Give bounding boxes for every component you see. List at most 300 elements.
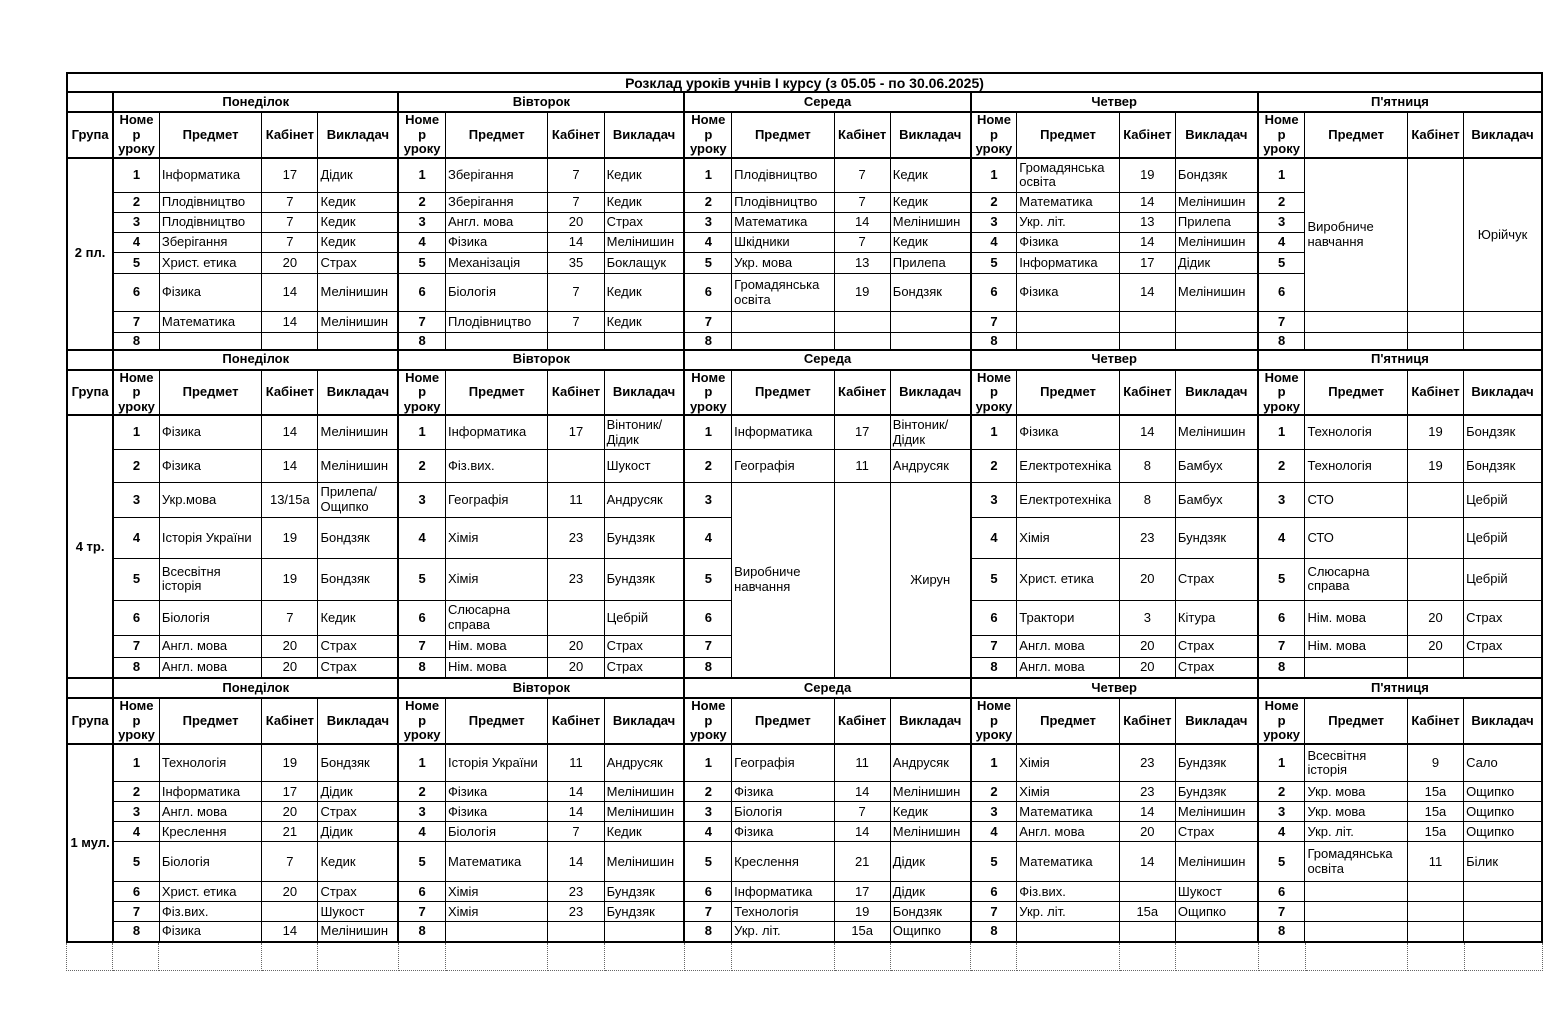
print-break-cell	[890, 943, 970, 971]
subject-header: Предмет	[1305, 370, 1407, 416]
corner-cell	[67, 678, 113, 698]
subject-cell: Інформатика	[159, 158, 261, 193]
subject-cell: Біологія	[159, 842, 261, 882]
teacher-cell	[1175, 333, 1257, 350]
lesson-row	[67, 922, 1542, 942]
subject-cell: Фізика	[159, 415, 261, 449]
lesson-number: 2	[684, 449, 731, 482]
subject-cell: Хімія	[445, 882, 547, 902]
subject-cell: Географія	[732, 744, 834, 782]
cabinet-cell: 14	[1119, 274, 1175, 312]
subject-cell: Англ. мова	[1017, 822, 1119, 842]
cabinet-cell: 14	[548, 233, 604, 253]
day-header-row	[67, 678, 1542, 698]
teacher-header: Викладач	[890, 112, 970, 158]
lesson-number: 8	[971, 333, 1017, 350]
day-header: Понеділок	[113, 350, 398, 370]
teacher-cell: Бундзяк	[1175, 744, 1257, 782]
subject-cell: Інформатика	[1017, 253, 1119, 274]
lesson-number: 6	[971, 600, 1017, 635]
subject-cell: Хімія	[1017, 782, 1119, 802]
cabinet-cell: 15а	[1407, 802, 1463, 822]
subject-cell: Технологія	[732, 902, 834, 922]
teacher-header: Викладач	[604, 698, 684, 744]
day-header: Четвер	[971, 350, 1258, 370]
lesson-number: 4	[398, 233, 445, 253]
schedule-table-group-2	[66, 349, 1543, 680]
subject-cell: Плодівництво	[732, 193, 834, 213]
lesson-row	[67, 158, 1542, 193]
teacher-cell: Жирун	[890, 482, 970, 678]
subject-cell: Фізика	[732, 822, 834, 842]
cabinet-cell	[1407, 922, 1463, 942]
lesson-number: 8	[1258, 657, 1305, 678]
teacher-cell	[318, 333, 398, 350]
subject-cell: Електротехніка	[1017, 449, 1119, 482]
lesson-number-header: Номер уроку	[684, 370, 731, 416]
teacher-cell: Вінтоник/ Дідик	[890, 415, 970, 449]
cabinet-cell	[1407, 312, 1463, 333]
teacher-cell: Дідик	[318, 822, 398, 842]
cabinet-cell	[1407, 482, 1463, 517]
subject-cell: СТО	[1305, 482, 1407, 517]
teacher-cell	[1175, 922, 1257, 942]
teacher-cell: Страх	[604, 213, 684, 233]
subject-cell	[445, 333, 547, 350]
group-column-header: Група	[67, 698, 113, 744]
subject-cell: Христ. етика	[159, 882, 261, 902]
teacher-cell: Цебрій	[1464, 482, 1542, 517]
subject-header: Предмет	[732, 698, 834, 744]
teacher-header: Викладач	[318, 112, 398, 158]
subject-cell: Англ. мова	[445, 213, 547, 233]
teacher-cell: Кедик	[890, 802, 970, 822]
subject-cell: Громадянська освіта	[732, 274, 834, 312]
lesson-number: 2	[684, 193, 731, 213]
subject-cell: Нім. мова	[445, 635, 547, 657]
cabinet-cell: 20	[262, 635, 318, 657]
cabinet-cell	[548, 922, 604, 942]
cabinet-cell: 20	[262, 802, 318, 822]
subject-cell: Плодівництво	[159, 213, 261, 233]
subject-cell	[1017, 312, 1119, 333]
day-header: Вівторок	[398, 350, 684, 370]
cabinet-header: Кабінет	[1407, 698, 1463, 744]
teacher-cell: Мелінишин	[1175, 233, 1257, 253]
print-break-cell	[261, 943, 317, 971]
teacher-cell: Кітура	[1175, 600, 1257, 635]
teacher-header: Викладач	[604, 112, 684, 158]
cabinet-cell	[1407, 333, 1463, 350]
cabinet-cell	[834, 333, 890, 350]
subject-cell: Біологія	[445, 274, 547, 312]
cabinet-header: Кабінет	[548, 370, 604, 416]
lesson-number: 6	[1258, 274, 1305, 312]
cabinet-cell: 19	[262, 558, 318, 600]
cabinet-cell: 11	[1407, 842, 1463, 882]
lesson-number: 3	[971, 482, 1017, 517]
teacher-cell: Бундзяк	[604, 902, 684, 922]
lesson-row	[67, 902, 1542, 922]
subject-cell: Математика	[445, 842, 547, 882]
subject-cell: Плодівництво	[445, 312, 547, 333]
subject-cell: Фізика	[159, 922, 261, 942]
lesson-number: 4	[1258, 233, 1305, 253]
subject-cell: Технологія	[1305, 449, 1407, 482]
lesson-number: 1	[398, 744, 445, 782]
teacher-cell	[604, 922, 684, 942]
subject-header: Предмет	[1305, 112, 1407, 158]
subject-cell: Англ. мова	[159, 802, 261, 822]
teacher-cell: Дідик	[1175, 253, 1257, 274]
cabinet-cell	[548, 600, 604, 635]
subject-cell: Плодівництво	[159, 193, 261, 213]
cabinet-cell: 20	[262, 882, 318, 902]
cabinet-cell	[262, 333, 318, 350]
teacher-cell: Мелінишин	[604, 233, 684, 253]
teacher-header: Викладач	[318, 698, 398, 744]
cabinet-cell: 7	[834, 233, 890, 253]
subject-cell: Фізика	[1017, 415, 1119, 449]
lesson-number: 1	[113, 158, 159, 193]
teacher-cell: Сало	[1464, 744, 1542, 782]
subject-cell: Громадянська освіта	[1305, 842, 1407, 882]
subject-cell	[1305, 333, 1407, 350]
teacher-cell: Страх	[318, 253, 398, 274]
teacher-cell: Цебрій	[1464, 517, 1542, 558]
day-header: Середа	[684, 92, 970, 112]
lesson-number: 3	[684, 482, 731, 517]
group-label: 1 мул.	[67, 744, 113, 942]
teacher-cell: Дідик	[890, 882, 970, 902]
teacher-cell: Кедик	[318, 233, 398, 253]
subject-cell: Англ. мова	[1017, 657, 1119, 678]
cabinet-cell: 14	[548, 842, 604, 882]
subject-cell	[1305, 312, 1407, 333]
cabinet-cell: 13/15а	[262, 482, 318, 517]
lesson-number: 4	[684, 822, 731, 842]
teacher-cell: Бондзяк	[890, 902, 970, 922]
lesson-number: 7	[398, 635, 445, 657]
lesson-number: 4	[684, 233, 731, 253]
teacher-cell: Прилепа	[890, 253, 970, 274]
lesson-number: 1	[1258, 415, 1305, 449]
print-break-cell	[834, 943, 890, 971]
lesson-number: 1	[684, 744, 731, 782]
cabinet-cell: 23	[548, 902, 604, 922]
lesson-number: 8	[113, 922, 159, 942]
lesson-number: 7	[113, 902, 159, 922]
corner-cell	[67, 92, 113, 112]
lesson-number: 2	[1258, 449, 1305, 482]
cabinet-cell: 15а	[834, 922, 890, 942]
lesson-number-header: Номер уроку	[971, 370, 1017, 416]
cabinet-cell	[834, 482, 890, 678]
cabinet-header: Кабінет	[262, 698, 318, 744]
lesson-number: 2	[113, 193, 159, 213]
column-header-row	[67, 370, 1542, 416]
lesson-number: 5	[1258, 842, 1305, 882]
lesson-number: 2	[113, 449, 159, 482]
lesson-number: 8	[398, 657, 445, 678]
cabinet-cell: 7	[548, 274, 604, 312]
cabinet-cell: 7	[548, 193, 604, 213]
lesson-number: 7	[1258, 312, 1305, 333]
day-header: Четвер	[971, 92, 1258, 112]
subject-cell: Громадянська освіта	[1017, 158, 1119, 193]
subject-cell: Історія України	[159, 517, 261, 558]
cabinet-cell: 20	[1119, 558, 1175, 600]
lesson-number: 8	[398, 922, 445, 942]
teacher-cell: Прилепа	[1175, 213, 1257, 233]
cabinet-cell: 7	[262, 600, 318, 635]
teacher-cell	[1464, 333, 1542, 350]
lesson-number: 7	[971, 312, 1017, 333]
cabinet-cell: 20	[1119, 635, 1175, 657]
teacher-cell: Бондзяк	[318, 517, 398, 558]
subject-cell: Слюсарна справа	[1305, 558, 1407, 600]
schedule-title: Розклад уроків учнів І курсу (з 05.05 - по 30.06.2025)	[66, 72, 1543, 93]
subject-cell	[1017, 922, 1119, 942]
subject-cell: Шкідники	[732, 233, 834, 253]
lesson-number: 3	[398, 802, 445, 822]
cabinet-cell: 23	[1119, 744, 1175, 782]
lesson-number: 4	[398, 517, 445, 558]
day-header: Середа	[684, 350, 970, 370]
print-break-cells	[67, 943, 1543, 971]
subject-cell: Хімія	[445, 558, 547, 600]
teacher-header: Викладач	[1464, 370, 1542, 416]
lesson-number: 3	[398, 482, 445, 517]
cabinet-cell: 13	[1119, 213, 1175, 233]
teacher-cell: Страх	[1175, 558, 1257, 600]
teacher-header: Викладач	[318, 370, 398, 416]
lesson-number: 5	[113, 253, 159, 274]
teacher-cell: Мелінишин	[604, 802, 684, 822]
subject-cell: Англ. мова	[159, 657, 261, 678]
lesson-number: 3	[971, 213, 1017, 233]
cabinet-cell	[1407, 517, 1463, 558]
lesson-number: 5	[684, 253, 731, 274]
teacher-cell: Шукост	[318, 902, 398, 922]
lesson-number: 2	[398, 449, 445, 482]
teacher-cell: Бундзяк	[604, 558, 684, 600]
subject-cell: Інформатика	[732, 415, 834, 449]
subject-cell: Хімія	[445, 902, 547, 922]
subject-cell: Нім. мова	[445, 657, 547, 678]
subject-cell: Зберігання	[159, 233, 261, 253]
cabinet-cell: 13	[834, 253, 890, 274]
cabinet-cell: 19	[262, 744, 318, 782]
subject-cell: Креслення	[159, 822, 261, 842]
lesson-row	[67, 744, 1542, 782]
teacher-cell: Цебрій	[1464, 558, 1542, 600]
lesson-number: 6	[113, 882, 159, 902]
lesson-number: 2	[971, 782, 1017, 802]
cabinet-cell: 7	[548, 312, 604, 333]
group-label: 2 пл.	[67, 158, 113, 350]
print-break-cell	[1017, 943, 1119, 971]
lesson-number: 7	[684, 902, 731, 922]
lesson-number: 8	[1258, 922, 1305, 942]
group-column-header: Група	[67, 370, 113, 416]
subject-cell: Всесвітня історія	[159, 558, 261, 600]
lesson-number: 3	[684, 802, 731, 822]
lesson-row	[67, 822, 1542, 842]
cabinet-cell: 7	[262, 842, 318, 882]
subject-cell: Фізика	[445, 802, 547, 822]
print-break-row	[66, 943, 1543, 971]
subject-cell: Всесвітня історія	[1305, 744, 1407, 782]
lesson-number: 4	[971, 233, 1017, 253]
day-header: Понеділок	[113, 92, 398, 112]
lesson-row	[67, 482, 1542, 517]
teacher-cell: Дідик	[318, 158, 398, 193]
teacher-cell: Ощипко	[890, 922, 970, 942]
subject-cell: Електротехніка	[1017, 482, 1119, 517]
cabinet-cell: 11	[548, 482, 604, 517]
cabinet-header: Кабінет	[548, 112, 604, 158]
subject-header: Предмет	[445, 698, 547, 744]
teacher-cell: Страх	[318, 802, 398, 822]
cabinet-cell	[1407, 902, 1463, 922]
cabinet-cell	[1407, 882, 1463, 902]
lesson-row	[67, 449, 1542, 482]
lesson-number: 3	[113, 482, 159, 517]
day-header: Вівторок	[398, 92, 684, 112]
teacher-cell: Страх	[1175, 635, 1257, 657]
subject-cell: Трактори	[1017, 600, 1119, 635]
lesson-number-header: Номер уроку	[113, 698, 159, 744]
cabinet-cell: 7	[834, 802, 890, 822]
cabinet-cell: 23	[1119, 517, 1175, 558]
day-header: П'ятниця	[1258, 350, 1542, 370]
teacher-cell: Дідик	[318, 782, 398, 802]
lesson-number: 6	[684, 274, 731, 312]
subject-header: Предмет	[732, 370, 834, 416]
cabinet-cell: 14	[834, 822, 890, 842]
subject-cell: Христ. етика	[1017, 558, 1119, 600]
print-break-cell	[398, 943, 445, 971]
teacher-header: Викладач	[1464, 112, 1542, 158]
subject-cell: Інформатика	[159, 782, 261, 802]
teacher-cell: Білик	[1464, 842, 1542, 882]
subject-cell: Математика	[1017, 802, 1119, 822]
lesson-number: 3	[113, 213, 159, 233]
lesson-number-header: Номер уроку	[684, 698, 731, 744]
schedule-table-group-1	[66, 91, 1543, 351]
lesson-number-header: Номер уроку	[398, 698, 445, 744]
subject-cell: Слюсарна справа	[445, 600, 547, 635]
subject-cell	[732, 312, 834, 333]
cabinet-header: Кабінет	[1119, 112, 1175, 158]
lesson-number: 5	[971, 842, 1017, 882]
subject-cell	[1017, 333, 1119, 350]
teacher-cell: Мелінишин	[318, 312, 398, 333]
cabinet-cell: 8	[1119, 449, 1175, 482]
subject-header: Предмет	[1017, 698, 1119, 744]
lesson-number: 7	[684, 635, 731, 657]
print-break-cell	[732, 943, 834, 971]
cabinet-cell: 20	[548, 657, 604, 678]
teacher-cell: Ощипко	[1175, 902, 1257, 922]
subject-cell: Христ. етика	[159, 253, 261, 274]
lesson-number: 2	[398, 193, 445, 213]
print-break-cell	[971, 943, 1017, 971]
cabinet-cell: 19	[1119, 158, 1175, 193]
cabinet-cell: 3	[1119, 600, 1175, 635]
lesson-number: 7	[971, 635, 1017, 657]
subject-cell: Фізика	[1017, 274, 1119, 312]
lesson-number: 5	[684, 558, 731, 600]
subject-cell: Фізика	[445, 233, 547, 253]
lesson-number-header: Номер уроку	[1258, 698, 1305, 744]
cabinet-cell	[1119, 922, 1175, 942]
lesson-number: 1	[971, 158, 1017, 193]
cabinet-cell: 14	[1119, 802, 1175, 822]
day-header-row	[67, 350, 1542, 370]
print-break-cell	[548, 943, 604, 971]
teacher-cell: Кедик	[890, 158, 970, 193]
teacher-cell: Страх	[318, 657, 398, 678]
teacher-cell: Прилепа/ Ощипко	[318, 482, 398, 517]
lesson-number: 4	[1258, 517, 1305, 558]
cabinet-cell: 11	[834, 744, 890, 782]
teacher-header: Викладач	[1175, 112, 1257, 158]
print-break-cell	[113, 943, 159, 971]
lesson-row	[67, 415, 1542, 449]
cabinet-cell	[1119, 333, 1175, 350]
subject-cell	[445, 922, 547, 942]
subject-cell: Географія	[445, 482, 547, 517]
cabinet-cell: 17	[548, 415, 604, 449]
subject-cell: Хімія	[1017, 517, 1119, 558]
lesson-number: 6	[1258, 600, 1305, 635]
teacher-cell: Бондзяк	[1464, 449, 1542, 482]
cabinet-header: Кабінет	[834, 698, 890, 744]
teacher-cell: Цебрій	[604, 600, 684, 635]
subject-cell: Біологія	[159, 600, 261, 635]
lesson-number: 2	[398, 782, 445, 802]
lesson-number: 3	[1258, 482, 1305, 517]
lesson-number-header: Номер уроку	[684, 112, 731, 158]
lesson-number: 3	[684, 213, 731, 233]
cabinet-cell: 14	[834, 213, 890, 233]
subject-cell: Технологія	[159, 744, 261, 782]
teacher-cell: Ощипко	[1464, 782, 1542, 802]
subject-cell: Зберігання	[445, 193, 547, 213]
lesson-number: 4	[113, 822, 159, 842]
subject-cell: Укр. мова	[732, 253, 834, 274]
teacher-cell: Вінтоник/ Дідик	[604, 415, 684, 449]
lesson-number: 6	[398, 274, 445, 312]
print-break-cell	[445, 943, 547, 971]
teacher-cell: Шукост	[1175, 882, 1257, 902]
lesson-number: 5	[113, 842, 159, 882]
print-break-cell	[1408, 943, 1464, 971]
lesson-number: 5	[971, 558, 1017, 600]
subject-cell: Географія	[732, 449, 834, 482]
print-break-cell	[67, 943, 113, 971]
lesson-number: 1	[684, 158, 731, 193]
lesson-number: 8	[971, 657, 1017, 678]
lesson-number: 6	[1258, 882, 1305, 902]
cabinet-cell: 14	[834, 782, 890, 802]
teacher-header: Викладач	[890, 370, 970, 416]
day-header: П'ятниця	[1258, 92, 1542, 112]
subject-header: Предмет	[159, 698, 261, 744]
teacher-cell: Кедик	[890, 233, 970, 253]
